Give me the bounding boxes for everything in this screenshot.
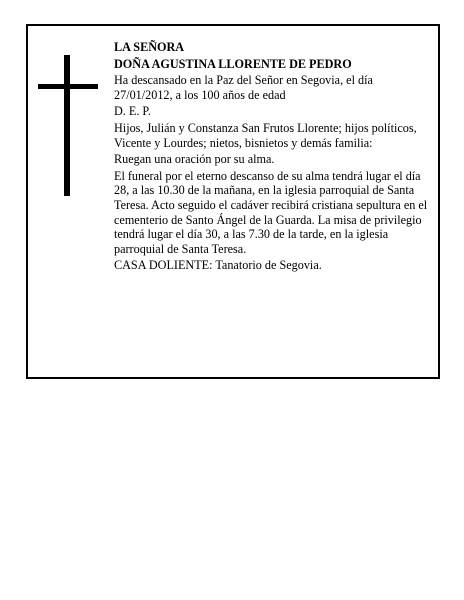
rip-text: D. E. P.: [114, 104, 151, 119]
funeral-details: El funeral por el eterno descanso de su alma tendrá lugar el día 28, a las 10.30 de la mañana, en la iglesia parroquial de Santa Teresa. Acto seguido el cadáver recibirá cristiana sepultura en el cementerio de Santo Ángel de la Guarda. La misa de privilegio tendrá lugar el día 30, a las 7.30 de la tarde, en la iglesia parroquial de Santa Teresa.: [114, 168, 428, 256]
casa-doliente: CASA DOLIENTE: Tanatorio de Segovia.: [114, 258, 322, 273]
cross-icon: [64, 55, 70, 196]
prayer-request: Ruegan una oración por su alma.: [114, 152, 275, 167]
cross-icon-bar: [38, 84, 98, 89]
obituary-text: [114, 40, 434, 275]
obituary-title: LA SEÑORA: [114, 40, 185, 54]
death-announcement: Ha descansado en la Paz del Señor en Segovia, el día 27/01/2012, a los 100 años de edad: [114, 73, 373, 102]
family-list: Hijos, Julián y Constanza San Frutos Llorente; hijos políticos, Vicente y Lourdes; nietos, bisnietos y demás familia:: [114, 120, 417, 150]
deceased-name: DOÑA AGUSTINA LLORENTE DE PEDRO: [114, 56, 352, 71]
